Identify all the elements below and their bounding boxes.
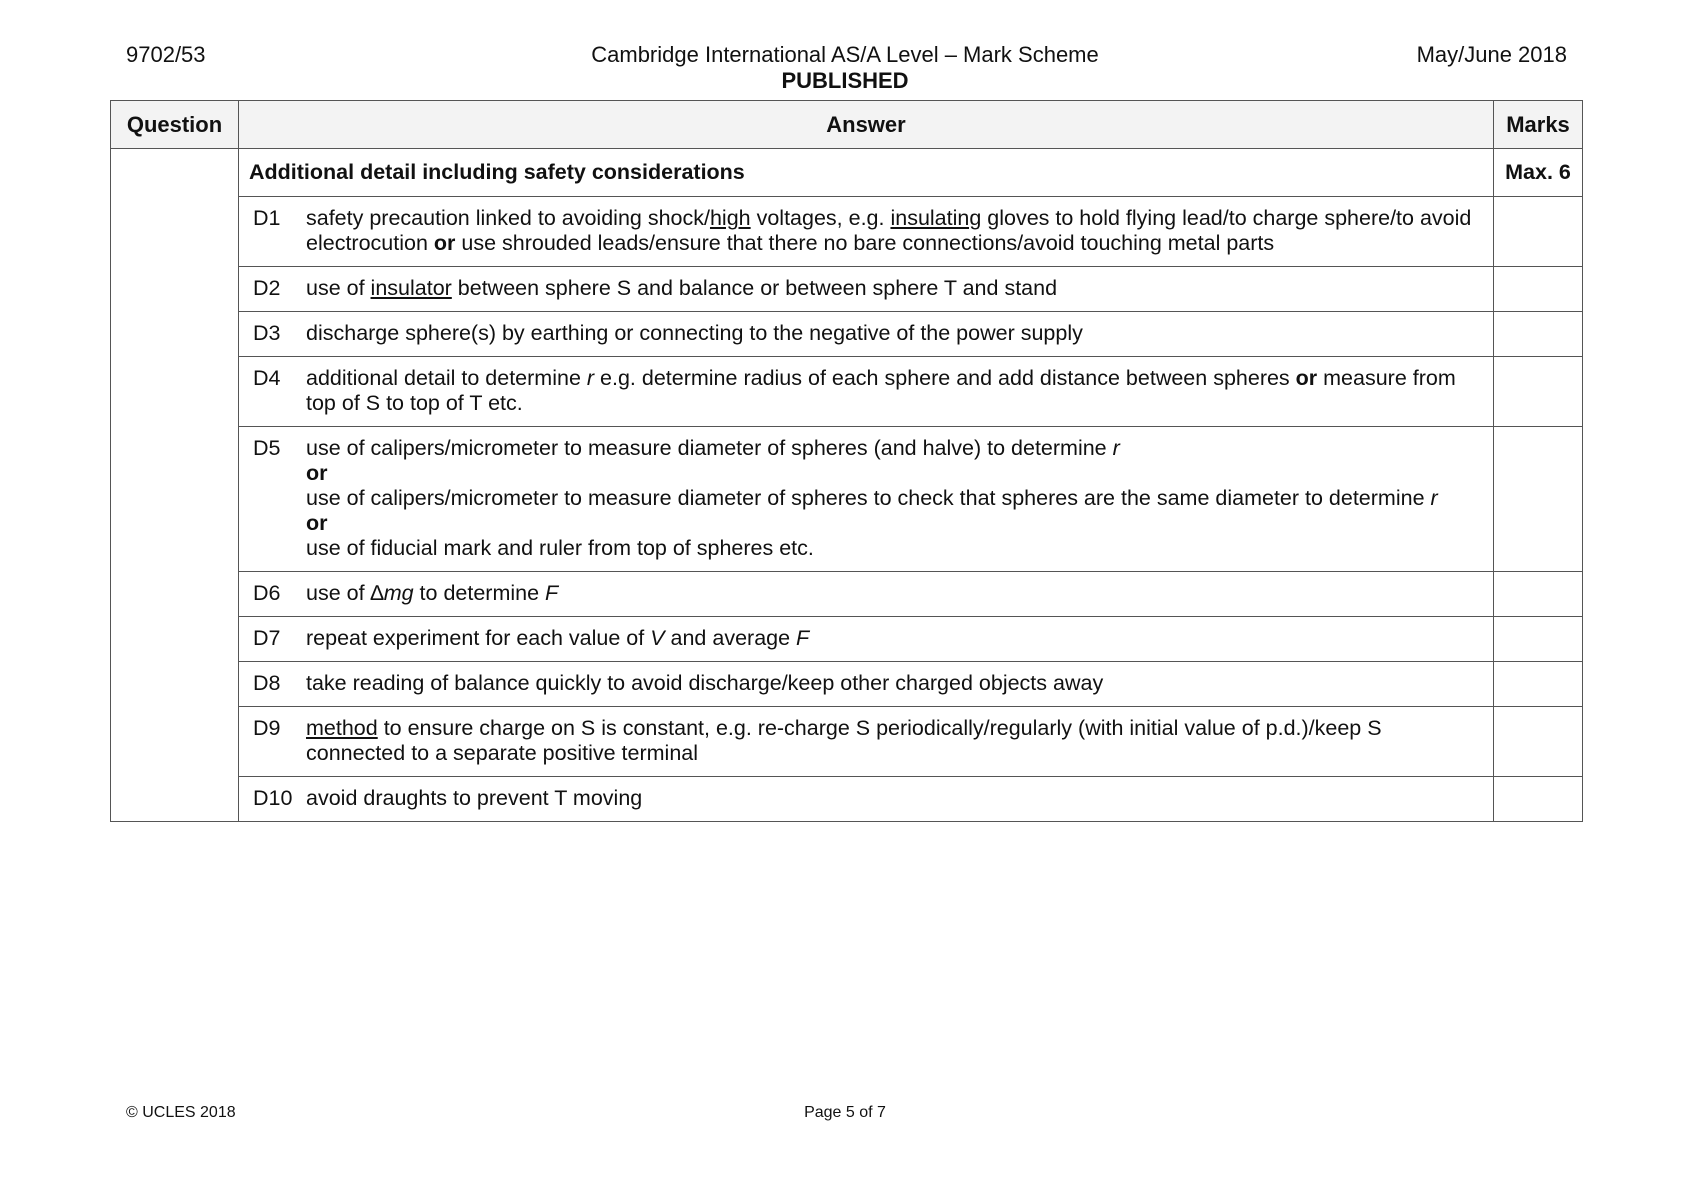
point-id: D7 [253, 626, 281, 650]
marks-cell [1494, 617, 1583, 662]
answer-cell [239, 572, 1494, 617]
answer-cell [239, 707, 1494, 777]
point-text: additional detail to determine r e.g. determine radius of each sphere and add distance between spheres or measure from top of S to top of T etc. [306, 366, 1456, 415]
point-text: take reading of balance quickly to avoid discharge/keep other charged objects away [306, 671, 1104, 695]
published-label: PUBLISHED [781, 68, 909, 93]
point-id: D9 [253, 716, 281, 740]
point-id: D8 [253, 671, 281, 695]
point-text: repeat experiment for each value of V and average F [306, 626, 810, 650]
answer-cell [239, 312, 1494, 357]
section-marks: Max. 6 [1494, 149, 1583, 197]
point-text: discharge sphere(s) by earthing or connecting to the negative of the power supply [306, 321, 1083, 345]
marks-cell [1494, 312, 1583, 357]
point-text: safety precaution linked to avoiding shock/high voltages, e.g. insulating gloves to hold flying lead/to charge sphere/to avoid electrocution or use shrouded leads/ensure that there no bare connections/avoid touching metal parts [306, 206, 1472, 255]
point-id: D1 [253, 206, 281, 230]
marks-cell [1494, 197, 1583, 267]
table-row [111, 267, 1583, 312]
point-id: D2 [253, 276, 281, 300]
document-title-text: Cambridge International AS/A Level – Mark Scheme [591, 42, 1099, 67]
marks-cell [1494, 707, 1583, 777]
exam-session: May/June 2018 [1416, 42, 1567, 67]
answer-cell [239, 662, 1494, 707]
point-id: D3 [253, 321, 281, 345]
table-row [111, 427, 1583, 572]
table-row [111, 572, 1583, 617]
table-row [111, 662, 1583, 707]
point-text: method to ensure charge on S is constant, e.g. re-charge S periodically/regularly (with initial value of p.d.)/keep S connected to a separate positive terminal [306, 716, 1382, 765]
table-row [111, 312, 1583, 357]
page-number: Page 5 of 7 [804, 1104, 886, 1121]
point-id: D10 [253, 786, 293, 810]
point-id: D5 [253, 436, 281, 460]
answer-column-header: Answer [239, 101, 1494, 149]
table-header-row [111, 101, 1583, 149]
table-row [111, 707, 1583, 777]
marks-column-header: Marks [1494, 101, 1583, 149]
marks-cell [1494, 357, 1583, 427]
point-text: use of insulator between sphere S and balance or between sphere T and stand [306, 276, 1058, 300]
section-title: Additional detail including safety considerations [239, 149, 1494, 197]
marks-cell [1494, 662, 1583, 707]
answer-cell [239, 197, 1494, 267]
question-column-header: Question [111, 101, 239, 149]
marks-cell [1494, 572, 1583, 617]
question-cell [111, 149, 239, 822]
table-row [111, 357, 1583, 427]
marks-cell [1494, 427, 1583, 572]
section-row [111, 149, 1583, 197]
marks-cell [1494, 267, 1583, 312]
point-text: use of ∆mg to determine F [306, 581, 559, 605]
answer-cell [239, 617, 1494, 662]
table-row [111, 617, 1583, 662]
answer-cell [239, 357, 1494, 427]
answer-cell [239, 777, 1494, 822]
marks-cell [1494, 777, 1583, 822]
mark-scheme-table [110, 100, 1583, 822]
point-id: D6 [253, 581, 281, 605]
point-text: use of calipers/micrometer to measure diameter of spheres (and halve) to determine r or use of calipers/micrometer to measure diameter of spheres to check that spheres are the same diameter to determine r or use of fiducial mark and ruler from top of spheres etc. [306, 436, 1438, 560]
answer-cell [239, 267, 1494, 312]
point-id: D4 [253, 366, 281, 390]
table-row [111, 777, 1583, 822]
copyright-notice: © UCLES 2018 [126, 1104, 236, 1121]
paper-code: 9702/53 [126, 42, 206, 67]
point-text: avoid draughts to prevent T moving [306, 786, 643, 810]
table-row [111, 197, 1583, 267]
answer-cell [239, 427, 1494, 572]
